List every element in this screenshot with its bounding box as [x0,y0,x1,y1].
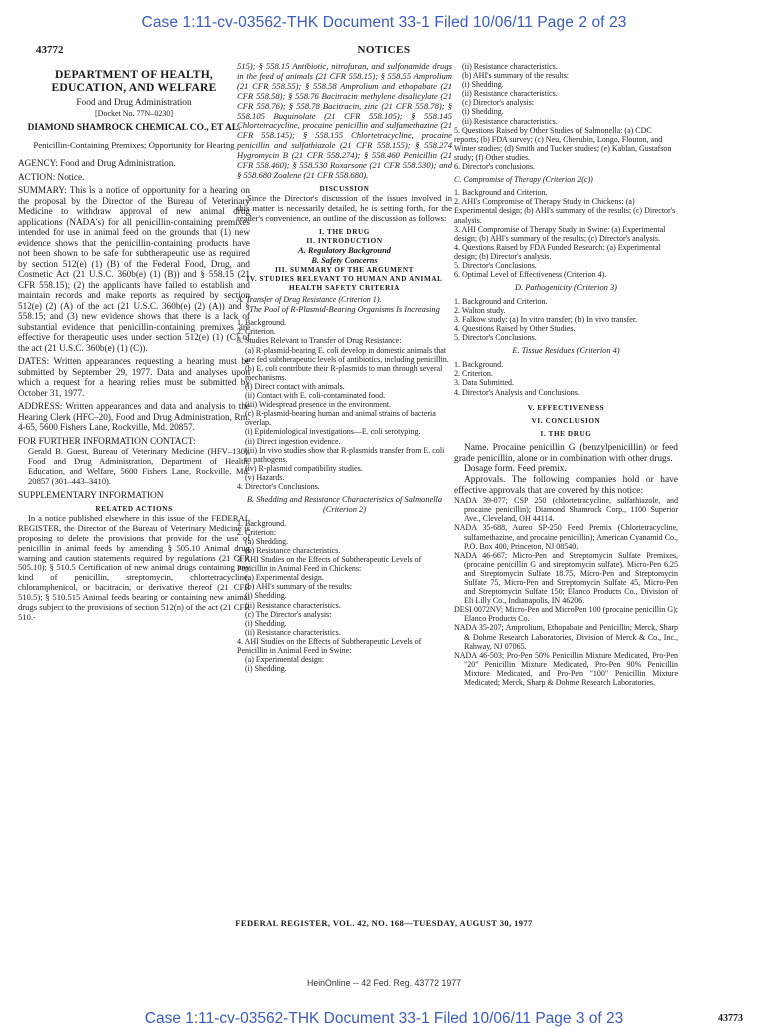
outline-list-item: (iii) In vivo studies show that R-plasmids transfer from E. coli to pathogens. [245,445,445,464]
outline-list-item: (b) AHI's summary of the results: [462,71,569,81]
outline-list-item: 2. Criterion. [237,327,276,337]
outline-list-item: (a) Experimental design: [245,655,325,665]
page-number: 43772 [36,44,64,56]
outline-list-item: 4. Director's Conclusions. [237,481,320,491]
outline-list-item: (a) Shedding. [245,536,289,546]
tissue-residues-heading: E. Tissue Residues (Criterion 4) [512,346,620,356]
outline-list-item: (i) Shedding. [462,107,504,117]
outline-list-item: 3. Studies Relevant to Transfer of Drug Resistance: [237,336,402,346]
outline-list-item: (c) The Director's analysis: [245,609,332,619]
outline-list-item: 5. Director's Conclusions. [454,333,537,343]
outline-item: I. THE DRUG [319,227,370,236]
outline-list-item: 5. Director's Conclusions. [454,260,537,270]
pathogenicity-heading: D. Pathogenicity (Criterion 3) [515,283,617,293]
outline-list-item: (i) Shedding. [245,618,287,628]
section-title: NOTICES [357,44,411,56]
outline-list-item: (i) Direct contact with animals. [245,381,345,391]
outline-list-item: 2. Walton study. [454,306,506,316]
column-1 [18,62,250,623]
outline-item: A. Transfer of Drug Resistance (Criterion 1). [237,295,382,305]
outline-list-item: (ii) Resistance characteristics. [462,62,558,71]
outline-list-item: (ii) Contact with E. coli-contaminated food. [245,391,386,401]
outline-list-d [454,297,678,342]
outline-list-a [237,318,452,491]
outline-list-item: 4. Questions Raised by Other Studies. [454,324,576,334]
outline-list-item: 1. Background. [237,518,287,528]
outline-list-item: (ii) Resistance characteristics. [245,600,341,610]
outline-list-item: (ii) Resistance characteristics. [462,116,558,126]
discussion-body: Since the Director's discussion of the issues involved in this matter is necessarily detailed, he is setting forth, for the reader's convenience, an outline of the discussion as follows: [237,193,452,223]
outline-list-item: NADA 35-207; Amprolium, Ethopabate and Penicillin; Merck, Sharp & Dohme Research Laboratories, Division of Merck & Co., Inc., Rahway, NJ 07065. [454,623,678,651]
heinonline-citation: HeinOnline -- 42 Fed. Reg. 43772 1977 [306,978,462,988]
regulation-list-continued: 515); § 558.15 Antibiotic, nitrofuran, and sulfonamide drugs in the feed of animals (21 CFR 558.15); § 558.55 Amprolium (21 CFR 558.55); § 558.58 Amprolium and ethopabate (21 CFR 558.58); § 558.76 Bacitracin methylene disalicylate (21 CFR 558.76); § 558.78 Bacitracin, zinc (21 CFR 558.78); § 558.105 Buquinolate (21 CFR 558.105); § 558.145 Chlortetracycline, procaine penicillin and sulfamethazine (21 CFR 558.145); § 558.155 Chlortetracycline, procaine penicillin and sulfathiazole (21 CFR 558.155); § 558.274 Hygromycin B (21 CFR 558.274); § 558.460 Penicillin (21 CFR 558.460); § 558.530 Roxarsone (21 CFR 558.530); and § 558.680 Zoalene (21 CFR 558.680). [237,61,452,180]
outline-list-item: 6. Optimal Level of Effectiveness (Criterion 4). [454,270,607,280]
summary-paragraph: SUMMARY: This is a notice of opportunity for a hearing on the proposal by the Director of the Bureau of Veterinary Medicine to withdraw approval of new animal drug applications (NADA's) for all penicillin-containing premixes intended for use in animal feed on the grounds that (1) new evidence shows that the penicillin-containing products have not been shown to be safe for subtherapeutic use as required by section 512(e) (1) (B) of the Federal Food, Drug, and Cosmetic Act (21 U.S.C. 360b(e) (1) (B)) and § 558.15 (21 CFR 558.15); (2) the applicants have failed to establish and maintain records and make reports as required by section 512(e) (2) (A) of the act (21 U.S.C. 360b(e) (2) (A)) and § 558.15; and (3) new evidence shows that there is a lack of substantial evidence that penicillin-containing premixes are effective for therapeutic uses under section 512(e) (1) (C) of the act (21 U.S.C. 360b(e) (1) (C)). [18,185,250,353]
outline-list-item: 1. Background. [237,318,287,328]
outline-list-item: NADA 35-688, Aureo SP-250 Feed Premix (Chlortetracycline, sulfamethazine, and procaine penicillin); American Cyanamid Co., P.O. Box 400, Princeton, NJ 08540. [454,523,678,551]
outline-list-item: (ii) Direct ingestion evidence. [245,436,341,446]
outline-list-item: 1. Background and Criterion. [454,188,548,198]
outline-item: VI. CONCLUSION [531,416,601,425]
address-paragraph: ADDRESS: Written appearances and data and analysis to the Hearing Clerk (HFC–20), Food and Drug Administration, Rm. 4-65, 5600 Fishers Lane, Rockville, Md. 20857. [18,401,250,432]
approvals-paragraph: Approvals. The following companies hold or have effective approvals that are covered by this notice: [454,474,678,496]
column-3 [454,62,678,687]
outline-list-item: (c) R-plasmid-bearing human and animal strains of bacteria overlap. [245,409,436,428]
outline-item: I. THE DRUG [540,430,592,438]
column-2 [237,62,452,673]
outline-list-item: 4. Director's Analysis and Conclusions. [454,387,580,397]
outline-list-item: 4. AHI Studies on the Effects of Subtherapeutic Levels of Penicillin in Animal Feed in Swine: [237,636,422,655]
outline-list-item: (b) E. coli contribute their R-plasmids to man through several mechanisms. [245,363,443,382]
outline-list-c [454,188,678,279]
outline-list-item: 4. Questions Raised by FDA Funded Research: (a) Experimental design; (b) Director's analysis. [454,242,661,261]
outline-list-item: 3. AHI Studies on the Effects of Subtherapeutic Levels of Penicillin in Animal Feed in Chickens: [237,555,422,574]
related-actions-heading: RELATED ACTIONS [95,504,173,513]
federal-register-footer: FEDERAL REGISTER, VOL. 42, NO. 168—TUESDAY, AUGUST 30, 1977 [235,918,533,928]
outline-list-item: DESI 0072NV; Micro-Pen and MicroPen 100 (procaine penicillin G); Elanco Products Co. [454,605,678,624]
notice-subject: Penicillin-Containing Premixes; Opportunity for Hearing [33,140,235,150]
dates-paragraph: DATES: Written appearances requesting a hearing must be submitted by September 29, 1977. Data and analyses upon which a request for a hearing relies must be submitted by October 31, 1977. [18,356,250,398]
outline-item: A. Regulatory Background [298,246,391,256]
outline-list-e [454,360,678,396]
nada-list [454,496,678,687]
outline-list-item: (i) Shedding. [245,664,287,674]
shedding-heading: B. Shedding and Resistance Characteristics of Salmonella (Criterion 2) [246,495,443,514]
compromise-heading: C. Compromise of Therapy (Criterion 2(c)) [454,175,593,185]
discussion-heading: DISCUSSION [319,184,370,193]
sub-agency: Food and Drug Administration [76,98,192,108]
outline-item: III. SUMMARY OF THE ARGUMENT [274,265,415,274]
outline-list-item: (b) Resistance characteristics. [245,545,341,555]
outline-list-item: 2. AHI's Compromise of Therapy Study in Chickens: (a) Experimental design; (b) AHI's summary of the results; (c) Director's analysis. [454,197,676,225]
outline-list-item: 2. Criterion. [454,369,493,379]
outline-item: B. Safety Concerns [311,256,378,265]
outline-list-item: NADA 46-667; Micro-Pen and Streptomycin Sulfate Premixes, (procaine penicillin G and streptomycin sulfate). Micro-Pen 6.25 and Streptomycin Sulfate 18.75, Micro-Pen and Streptomycin Sulfate 75, Micro-Pen and Streptomycin Sulfate 45, Micro-Pen and Streptomycin Sulfate 150; Elanco Products Co., Division of Eli Lilly Co., Indianapolis, IN 46206. [454,550,678,606]
outline-list-item: (c) Director's analysis: [462,98,535,108]
outline-item: V. EFFECTIVENESS [527,403,605,412]
outline-list-item: 2. Criterion: [237,527,277,537]
outline-list-item: NADA 39-077; CSP 250 (chlortetracycline, sulfathiazole, and procaine penicillin); Diamond Shamrock Corp., 1100 Superior Ave., Cleveland, OH 44114. [454,496,678,524]
outline-list-item: 3. Data Submitted. [454,378,514,388]
case-header-stamp: Case 1:11-cv-03562-THK Document 33-1 Filed 10/06/11 Page 2 of 23 [141,14,627,31]
outline-list-item: 1. Background and Criterion. [454,296,548,306]
outline-list-item: (i) Shedding. [245,591,287,601]
outline-list-item: (v) Hazards. [245,472,285,482]
outline-list-item: (iv) R-plasmid compatibility studies. [245,463,363,473]
outline-list-item: (ii) Resistance characteristics. [462,89,558,99]
agency-line: AGENCY: Food and Drug Administration. [18,158,176,168]
outline-list-item: (i) Shedding. [462,80,504,90]
outline-list-item: 3. Falkow study: (a) In vitro transfer; (b) In vivo transfer. [454,315,638,325]
docket-number: [Docket No. 77N–0230] [95,109,173,118]
outline-list-item: 6. Director's conclusions. [454,162,535,172]
outline-list-item: (a) R-plasmid-bearing E. coli develop in domestic animals that are fed subtherapeutic levels of antibiotics, including penicillin. [245,345,449,364]
case-footer-stamp: Case 1:11-cv-03562-THK Document 33-1 Filed 10/06/11 Page 3 of 23 [144,1010,624,1027]
outline-item: IV. STUDIES RELEVANT TO HUMAN AND ANIMAL HEALTH SAFETY CRITERIA [246,275,443,293]
outline-list-item: 5. Questions Raised by Other Studies of Salmonella: (a) CDC reports; (b) FDA survey; (c) Neu, Cherubin, Longo, Flouton, and Winter studies; (d) Smith and Tucker studies; (e) Kablan, Gustafson study; (f) Other studies. [454,125,672,162]
agency-heading: DEPARTMENT OF HEALTH, EDUCATION, AND WELFARE [51,68,217,94]
pool-heading: The Pool of R-Plasmid-Bearing Organisms Is Increasing [249,304,440,314]
related-actions-body: In a notice published elsewhere in this issue of the FEDERAL REGISTER, the Director of the Bureau of Veterinary Medicine is proposing to delete the provisions that provide for the use of penicillin in animal feeds by amending § 505.10 Animal drug warning and caution statements required by regulations (21 CFR 505.10); § 510.5 Certification of new animal drugs containing any kind of penicillin, streptomycin, chlortetracycline, chloramphenicol, or bacitracin, or derivative thereof (21 CFR 510.5); § 510.515 Animal feeds bearing or containing new animal drugs subject to the provisions of section 512(n) of the act (21 CFR 510.- [18,512,250,622]
contact-body: Gerald B. Guest, Bureau of Veterinary Medicine (HFV–130), Food and Drug Administration, Department of Health, Education, and Welfare, 5600 Fishers Lane, Rockville, Md. 20857 (301–443–3410). [28,446,250,487]
action-line: ACTION: Notice. [18,171,85,182]
outline-list-item: 1. Background. [454,360,504,370]
outline-list-item: 3. AHI Compromise of Therapy Study in Swine: (a) Experimental design; (b) AHI's summary of the results; (c) Director's analysis. [454,224,666,243]
contact-heading: FOR FURTHER INFORMATION CONTACT: [18,436,196,447]
outline-list-item: (a) Experimental design. [245,573,324,583]
outline-list-item: (i) Epidemiological investigations—E. coli serotyping. [245,427,421,437]
outline-list-item: (iii) Widespread presence in the environment. [245,400,392,410]
next-page-number: 43773 [718,1013,743,1024]
supplementary-heading: SUPPLEMENTARY INFORMATION [18,490,164,501]
name-paragraph: Name. Procaine penicillin G (benzylpenicillin) or feed grade penicillin, alone or in combination with other drugs. [454,443,678,464]
outline-list-item: (ii) Resistance characteristics. [245,627,341,637]
company-name: DIAMOND SHAMROCK CHEMICAL CO., ET AL. [27,123,241,133]
outline-list-b [237,519,452,674]
outline-list-top [454,62,678,171]
outline-list-item: (b) AHI's summary of the results: [245,582,352,592]
outline-item: II. INTRODUCTION [306,237,383,245]
outline-list-item: NADA 46-503; Pro-Pen 50% Penicillin Mixture Medicated, Pro-Pen "20" Penicillin Mixture Medicated, Pro-Pen 90% Penicillin Mixture Medicated, and Pro-Pen "100" Penicillin Mixture Medicated; Merck, Sharp & Dohme Research Laboratories. [454,650,678,688]
dosage-paragraph: Dosage form. Feed premix. [464,464,567,475]
